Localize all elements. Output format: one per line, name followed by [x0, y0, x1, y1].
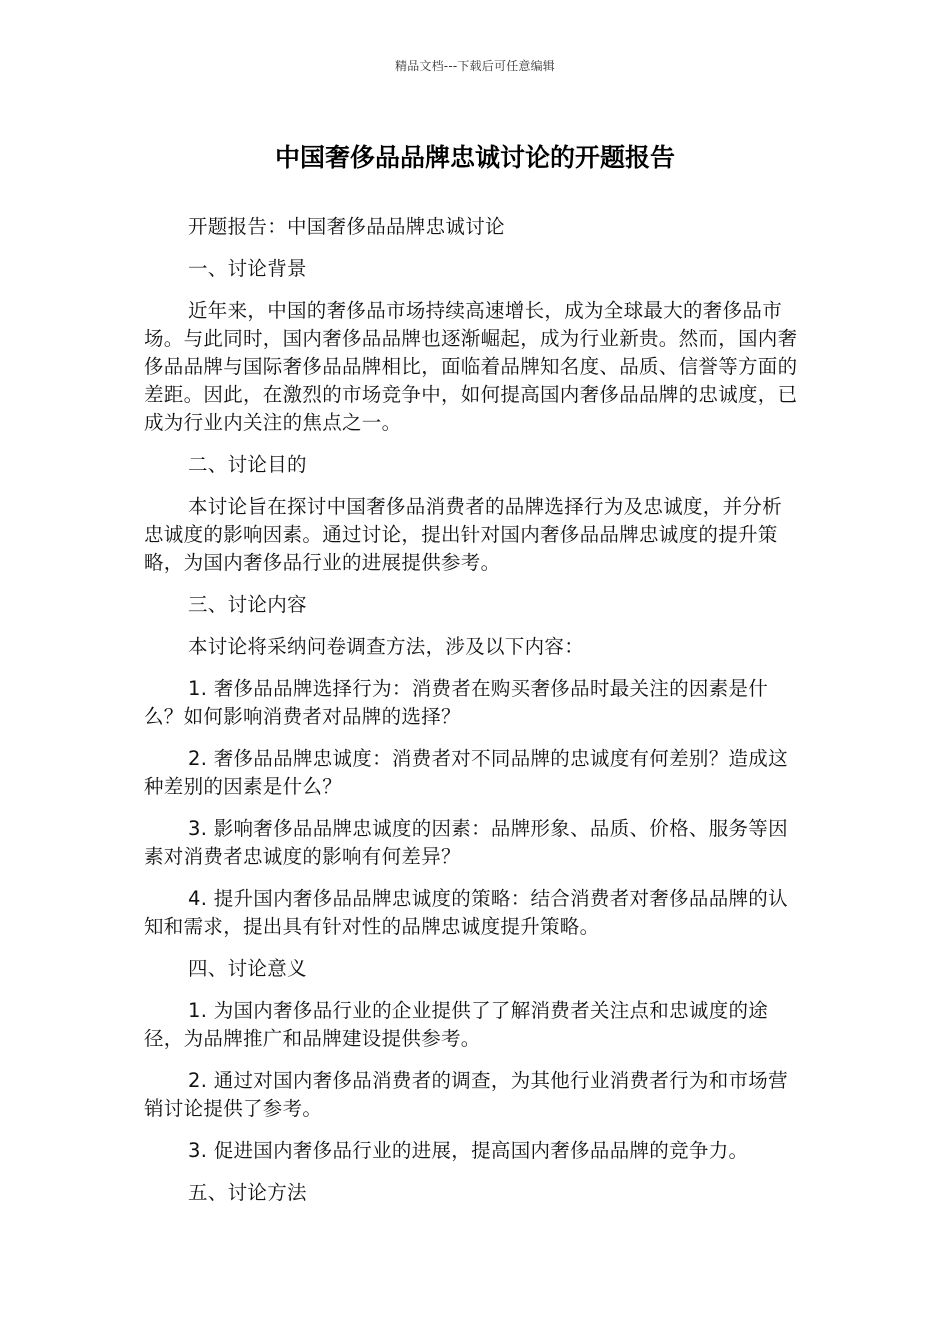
significance-item-3: 3. 促进国内奢侈品行业的进展，提高国内奢侈品品牌的竞争力。: [188, 1139, 749, 1162]
content-item-2: 2. 奢侈品品牌忠诚度：消费者对不同品牌的忠诚度有何差别？造成这种差别的因素是什么？: [144, 747, 788, 798]
section-heading-purpose: 二、讨论目的: [188, 453, 307, 476]
document-title: 中国奢侈品品牌忠诚讨论的开题报告: [274, 143, 675, 172]
content-item-1: 1. 奢侈品品牌选择行为：消费者在购买奢侈品时最关注的因素是什么？如何影响消费者对品牌的选择？: [144, 677, 769, 728]
paragraph-content-intro: 本讨论将采纳问卷调查方法，涉及以下内容：: [188, 635, 585, 658]
content-item-3: 3. 影响奢侈品品牌忠诚度的因素：品牌形象、品质、价格、服务等因素对消费者忠诚度的影响有何差异？: [144, 817, 788, 868]
paragraph-background: 近年来，中国的奢侈品市场持续高速增长，成为全球最大的奢侈品市场。与此同时，国内奢侈品品牌也逐渐崛起，成为行业新贵。然而，国内奢侈品品牌与国际奢侈品品牌相比，面临着品牌知名度、品质、信誉等方面的差距。因此，在激烈的市场竞争中，如何提高国内奢侈品品牌的忠诚度，已成为行业内关注的焦点之一。: [144, 299, 798, 434]
paragraph-report-heading: 开题报告：中国奢侈品品牌忠诚讨论: [188, 215, 505, 238]
significance-item-1: 1. 为国内奢侈品行业的企业提供了了解消费者关注点和忠诚度的途径，为品牌推广和品牌建设提供参考。: [144, 999, 769, 1050]
document-body: [144, 213, 800, 1221]
section-heading-background: 一、讨论背景: [188, 257, 307, 280]
section-heading-significance: 四、讨论意义: [188, 957, 307, 980]
content-item-4: 4. 提升国内奢侈品品牌忠诚度的策略：结合消费者对奢侈品品牌的认知和需求，提出具有针对性的品牌忠诚度提升策略。: [144, 887, 788, 938]
section-heading-method: 五、讨论方法: [188, 1181, 307, 1204]
page-header-note: 精品文档---下载后可任意编辑: [395, 59, 555, 73]
section-heading-content: 三、讨论内容: [188, 593, 307, 616]
significance-item-2: 2. 通过对国内奢侈品消费者的调查，为其他行业消费者行为和市场营销讨论提供了参考。: [144, 1069, 788, 1120]
paragraph-purpose: 本讨论旨在探讨中国奢侈品消费者的品牌选择行为及忠诚度，并分析忠诚度的影响因素。通过讨论，提出针对国内奢侈品品牌忠诚度的提升策略，为国内奢侈品行业的进展提供参考。: [144, 495, 783, 574]
